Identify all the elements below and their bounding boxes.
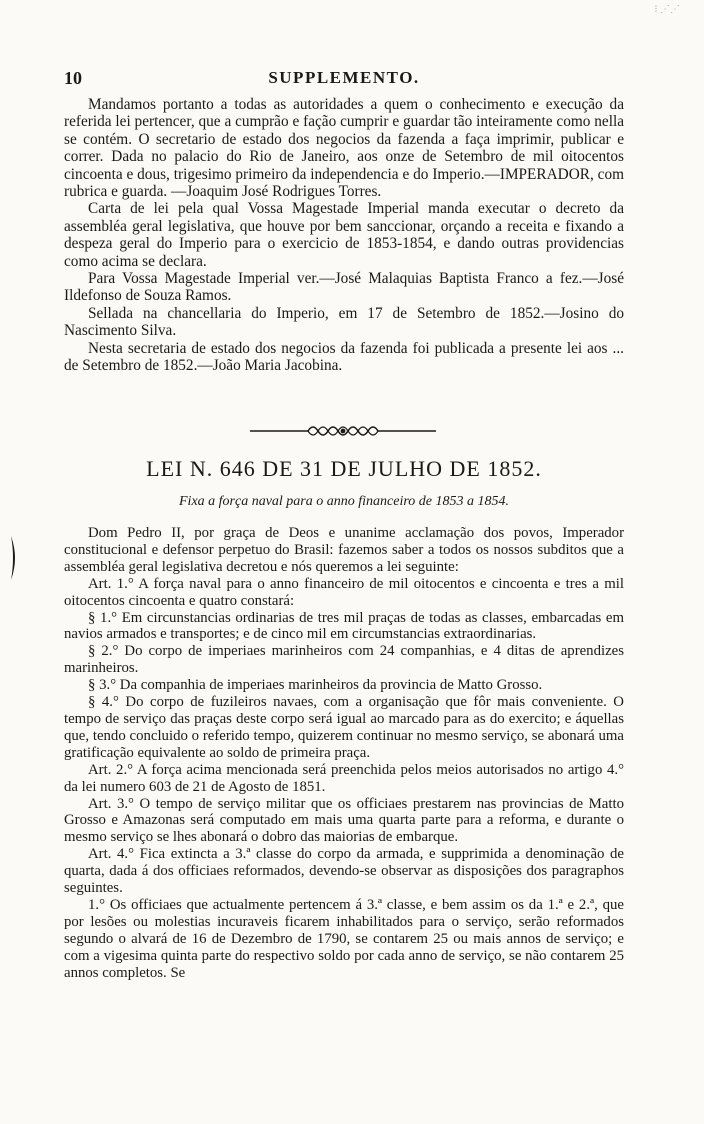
section-4-paragraph: § 4.° Do corpo de fuzileiros navaes, com a organisação que fôr mais conveniente. O tempo de serviço das praças deste corpo será igual ao marcado para as do exercito; e áquellas que, tendo concluido o referido tempo, quizerem continuar no mesmo serviço, se abonará uma gratificação equivalente ao soldo de primeira praça. xyxy=(64,694,624,761)
article-4-paragraph: Art. 4.° Fica extincta a 3.ª classe do corpo da armada, e supprimida a denominação de quarta, dada á dos officiaes reformados, devendo-se observar as disposições dos paragraphos seguintes. xyxy=(64,846,624,897)
previous-law-closing xyxy=(64,96,624,375)
seal-paragraph: Sellada na chancellaria do Imperio, em 17 de Setembro de 1852.—Josino do Nascimento Silva. xyxy=(64,304,624,340)
running-title: SUPPLEMENTO. xyxy=(268,68,420,87)
carta-de-lei-paragraph: Carta de lei pela qual Vossa Magestade Imperial manda executar o decreto da assembléa geral legislativa, que houve por bem sanccionar, orçando a receita e fixando a despeza geral do Imperio para o exercicio de 1853-1854, e dando outras providencias como acima se declara. xyxy=(64,200,624,270)
section-1-paragraph: § 1.° Em circunstancias ordinarias de tres mil praças de todas as classes, embarcadas em navios armados e transportes; e de cinco mil em circumstancias extraordinarias. xyxy=(64,609,624,643)
page-number: 10 xyxy=(64,68,82,88)
page-smudge: ⁝ ⋰⋰ xyxy=(654,4,680,15)
page-header xyxy=(64,68,624,90)
section-2-paragraph: § 2.° Do corpo de imperiaes marinheiros com 24 companhias, e 4 ditas de aprendizes marinheiros. xyxy=(64,643,624,677)
article-1-paragraph: Art. 1.° A força naval para o anno financeiro de mil oitocentos e cincoenta e tres a mil oitocentos cincoenta e quatro constará: xyxy=(64,575,624,609)
law-title: LEI N. 646 DE 31 DE JULHO DE 1852. xyxy=(146,456,542,481)
enactment-paragraph: Mandamos portanto a todas as autoridades a quem o conhecimento e execução da referida lei pertencer, que a cumprão e fação cumprir e guardar tão inteiramente como nella se contém. O secretario de estado dos negocios da fazenda a faça imprimir, publicar e correr. Dada no palacio do Rio de Janeiro, aos onze de Setembro de mil oitocentos cincoenta e dous, trigesimo primeiro da independencia e do Imperio.—IMPERADOR, com rubrica e guarda. —Joaquim José Rodrigues Torres. xyxy=(64,96,624,201)
binding-mark xyxy=(8,534,20,582)
article-3-paragraph: Art. 3.° O tempo de serviço militar que os officiaes prestarem nas provincias de Matto Grosso e Amazonas será computado em mais uma quarta parte para a reforma, e durante o mesmo serviço se lhes abonará o dobro das maiorias de embarque. xyxy=(64,795,624,846)
article-2-paragraph: Art. 2.° A força acima mencionada será preenchida pelos meios autorisados no artigo 4.° da lei numero 603 de 21 de Agosto de 1851. xyxy=(64,761,624,795)
preamble-paragraph: Dom Pedro II, por graça de Deos e unanime acclamação dos povos, Imperador constitucional e defensor perpetuo do Brasil: fazemos saber a todos os nossos subditos que a assembléa geral legislativa decretou e nós queremos a lei seguinte: xyxy=(64,525,624,575)
publication-paragraph: Nesta secretaria de estado dos negocios da fazenda foi publicada a presente lei aos ... de Setembro de 1852.—João Maria Jacobina. xyxy=(64,339,624,375)
article-4-item-1-paragraph: 1.° Os officiaes que actualmente pertencem á 3.ª classe, e bem assim os da 1.ª e 2.ª, que por lesões ou molestias incuraveis ficarem inhabilitados para o serviço, serão reformados segundo o alvará de 16 de Dezembro de 1790, se contarem 25 ou mais annos de serviço; e com a vigesima quinta parte do respectivo soldo por cada anno de serviço, se não contarem 25 annos completos. Se xyxy=(64,896,624,981)
section-3-paragraph: § 3.° Da companhia de imperiaes marinheiros da provincia de Matto Grosso. xyxy=(88,677,543,694)
ornamental-divider xyxy=(250,420,436,442)
signature-paragraph: Para Vossa Magestade Imperial ver.—José Malaquias Baptista Franco a fez.—José Ildefonso de Souza Ramos. xyxy=(64,270,624,305)
law-subtitle: Fixa a força naval para o anno financeiro de 1853 a 1854. xyxy=(179,494,509,509)
law-body xyxy=(64,525,624,981)
